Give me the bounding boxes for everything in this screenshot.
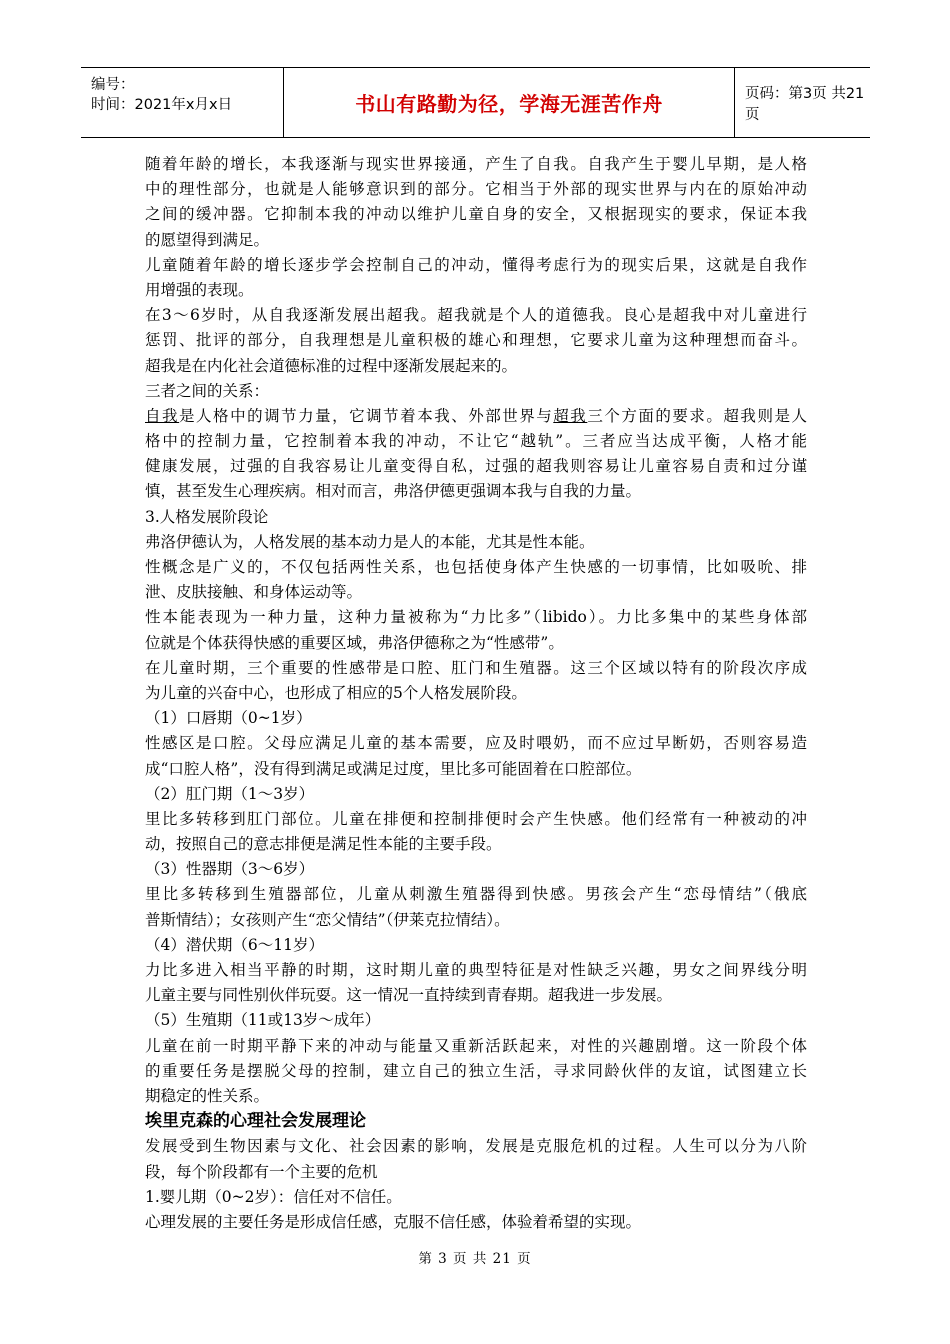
text-line: 普斯情结）；女孩则产生“恋父情结”（伊莱克拉情结）。 [145,910,510,929]
underlined-term: 超我 [553,406,588,425]
text-line: 在儿童时期，三个重要的性感带是口腔、肛门和生殖器。这三个区域以特有的阶段次序成 [145,658,807,677]
text-line: 用增强的表现。 [145,280,254,299]
text-line: 健康发展，过强的自我容易让儿童变得自私，过强的超我则容易让儿童容易自责和过分谨 [145,457,807,476]
text-line: 弗洛伊德认为，人格发展的基本动力是人的本能，尤其是性本能。 [145,532,595,551]
stage-heading: （3）性器期（3～6岁） [145,860,315,879]
text-line: 的重要任务是摆脱父母的控制，建立自己的独立生活，寻求同龄伙伴的友谊，试图建立长 [145,1061,807,1080]
text-line: 位就是个体获得快感的重要区域，弗洛伊德称之为“性感带”。 [145,633,564,652]
number-label: 编号： [91,77,135,93]
text-line: 心理发展的主要任务是形成信任感，克服不信任感，体验着希望的实现。 [145,1212,642,1231]
page-header [81,67,870,138]
text-line: 期稳定的性关系。 [145,1086,270,1105]
text-line: 儿童在前一时期平静下来的冲动与能量又重新活跃起来，对性的兴趣剧增。这一阶段个体 [145,1036,807,1055]
text-line: 里比多转移到肛门部位。儿童在排便和控制排便时会产生快感。他们经常有一种被动的冲 [145,809,807,828]
text-line: 里比多转移到生殖器部位，儿童从刺激生殖器得到快感。男孩会产生“恋母情结”（俄底 [145,885,807,904]
text-line: 力比多进入相当平静的时期，这时期儿童的典型特征是对性缺乏兴趣，男女之间界线分明 [145,961,807,979]
header-meta [81,68,283,137]
text-line: 格中的控制力量，它控制着本我的冲动，不让它“越轨”。三者应当达成平衡，人格才能 [145,432,807,451]
section-heading: 3.人格发展阶段论 [145,507,269,526]
stage-heading: 1.婴儿期（0~2岁）：信任对不信任。 [145,1187,402,1206]
page-number-label: 页码：第3页 共21页 [745,85,865,123]
text-line: 成“口腔人格”，没有得到满足或满足过度，里比多可能固着在口腔部位。 [145,759,642,778]
header-motto: 书山有路勤为径，学海无涯苦作舟 [283,68,735,137]
text-line: 超我是在内化社会道德标准的过程中逐渐发展起来的。 [145,356,518,375]
stage-heading: （4）潜伏期（6～11岁） [145,935,324,954]
text-line: 随着年龄的增长，本我逐渐与现实世界接通，产生了自我。自我产生于婴儿早期，是人格 [145,155,807,173]
page-footer: 第 3 页 共 21 页 [418,1251,532,1267]
stage-heading: （5）生殖期（11或13岁～成年） [145,1011,381,1030]
text-line-underlined: 自我是人格中的调节力量，它调节着本我、外部世界与超我三个方面的要求。超我则是人 [145,406,807,425]
text-line: 性感区是口腔。父母应满足儿童的基本需要，应及时喂奶，而不应过早断奶，否则容易造 [145,734,807,753]
text-line: 慎，甚至发生心理疾病。相对而言，弗洛伊德更强调本我与自我的力量。 [145,482,642,501]
text-line: 性概念是广义的，不仅包括两性关系，也包括使身体产生快感的一切事情，比如吸吮、排 [145,558,807,576]
document-body [145,152,807,1235]
text-line: 儿童主要与同性别伙伴玩耍。这一情况一直持续到青春期。超我进一步发展。 [145,986,673,1005]
text-line: 段，每个阶段都有一个主要的危机 [145,1162,378,1181]
text-line: 在3～6岁时，从自我逐渐发展出超我。超我就是个人的道德我。良心是超我中对儿童进行 [145,306,807,325]
bold-section-heading: 埃里克森的心理社会发展理论 [145,1111,366,1132]
stage-heading: （2）肛门期（1～3岁） [145,784,315,803]
text-line: 为儿童的兴奋中心，也形成了相应的5个人格发展阶段。 [145,683,527,702]
date-label: 时间：2021年x月x日 [91,97,233,113]
text-line: 的愿望得到满足。 [145,230,270,249]
underlined-term: 自我 [145,406,180,425]
text-line: 中的理性部分，也就是人能够意识到的部分。它相当于外部的现实世界与内在的原始冲动 [145,180,807,199]
text-line: 三者之间的关系： [145,381,270,400]
text-line: 动，按照自己的意志排便是满足性本能的主要手段。 [145,835,502,854]
stage-heading: （1）口唇期（0~1岁） [145,709,312,728]
text-line: 儿童随着年龄的增长逐步学会控制自己的冲动，懂得考虑行为的现实后果，这就是自我作 [145,255,807,274]
text-line: 泄、皮肤接触、和身体运动等。 [145,583,363,602]
text-line: 发展受到生物因素与文化、社会因素的影响，发展是克服危机的过程。人生可以分为八阶 [145,1137,807,1156]
text-line: 性本能表现为一种力量，这种力量被称为“力比多”（libido）。力比多集中的某些身体部 [145,608,807,627]
text-line: 之间的缓冲器。它抑制本我的冲动以维护儿童自身的安全，又根据现实的要求，保证本我 [145,205,807,224]
text-line: 惩罚、批评的部分，自我理想是儿童积极的雄心和理想，它要求儿童为这种理想而奋斗。 [145,331,807,350]
